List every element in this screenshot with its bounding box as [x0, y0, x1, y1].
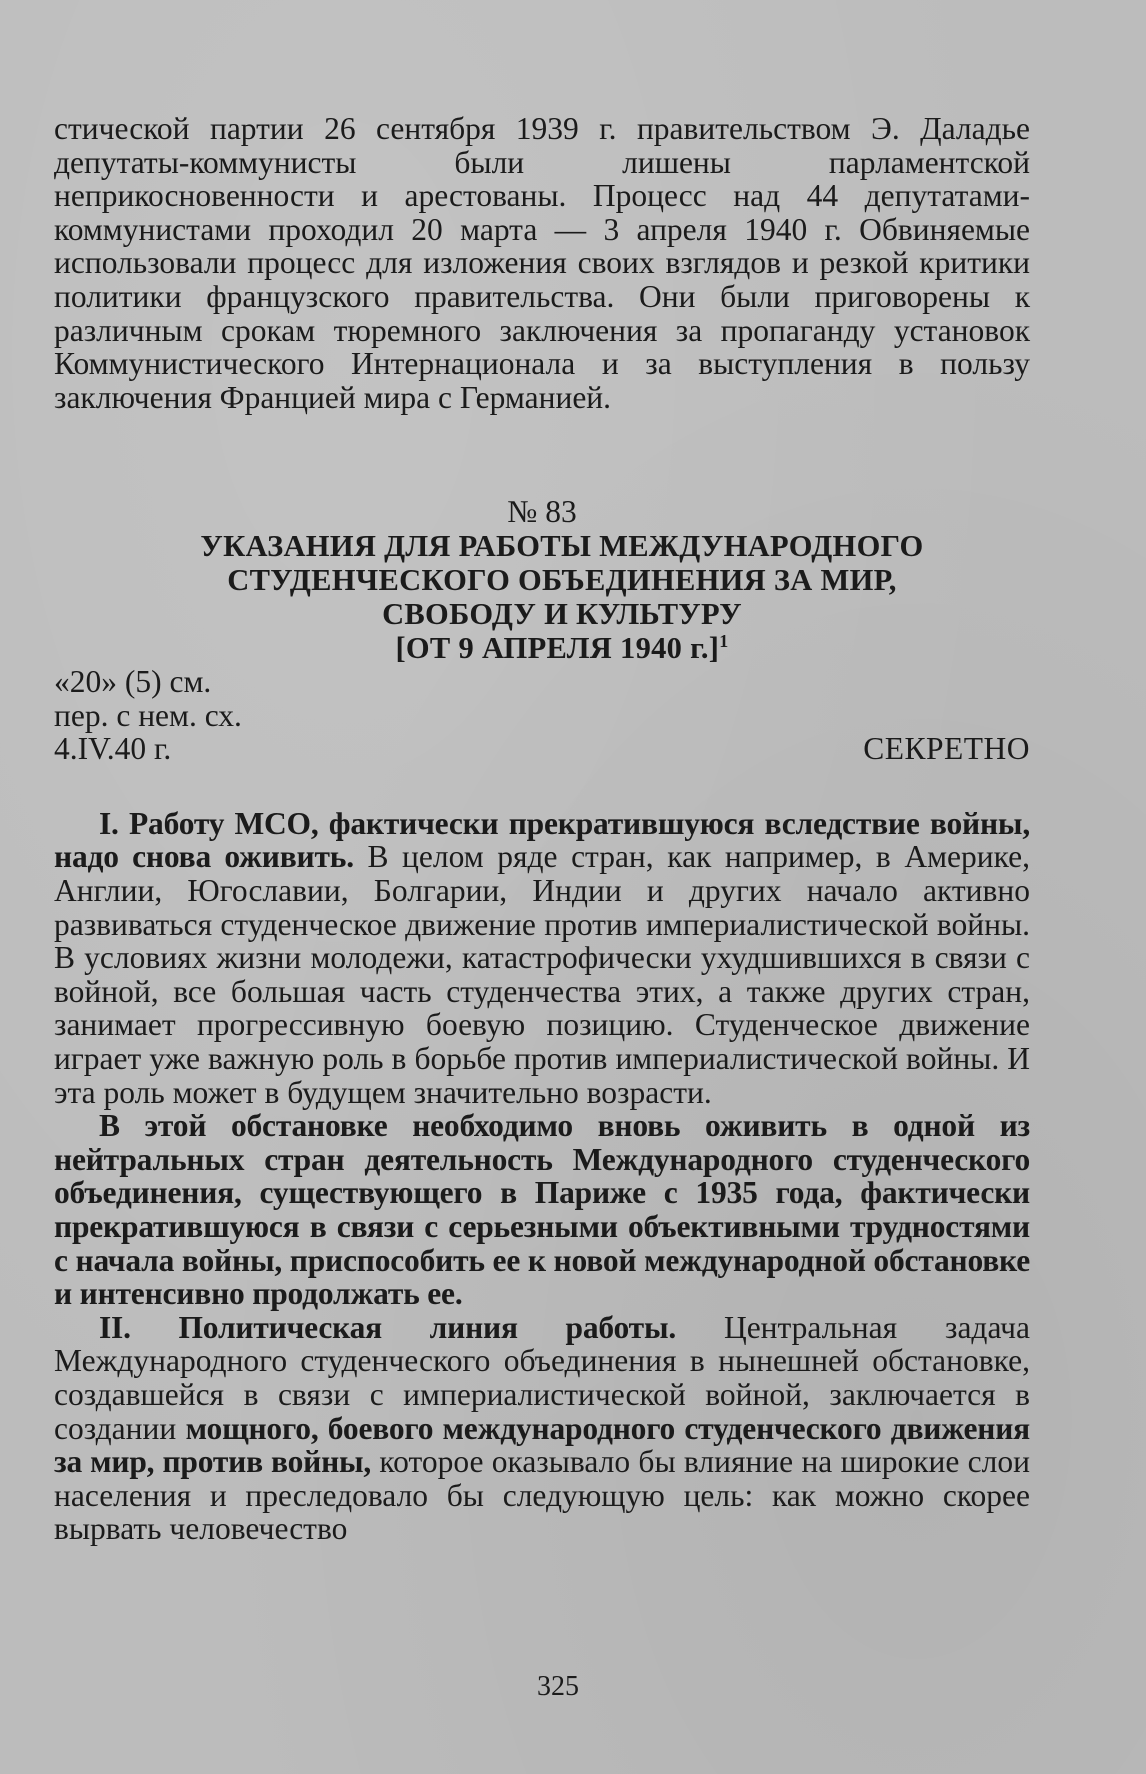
title-line-1: УКАЗАНИЯ ДЛЯ РАБОТЫ МЕЖДУНАРОДНОГО — [200, 529, 924, 564]
section-2-text-before: Центральная задача Международного студенческого объединения в нынешней обстановке, создавшейся в связи с империалистической войной, заключается в создании — [54, 1309, 1031, 1446]
title-line-3: СВОБОДУ И КУЛЬТУРУ — [382, 597, 742, 632]
section-2-bold-middle: мощного, боевого международного студенческого движения за мир, против войны, — [54, 1410, 1031, 1480]
section-1-paragraph — [54, 807, 1030, 1109]
meta-line-1: «20» (5) см. — [54, 664, 212, 700]
footnote-mark: 1 — [719, 631, 729, 652]
title-date: [ОТ 9 АПРЕЛЯ 1940 г.] — [395, 631, 720, 666]
document-meta — [54, 665, 1030, 766]
section-1-bold-paragraph: В этой обстановке необходимо вновь оживить в одной из нейтральных стран деятельность Международного студенческого объединения, существующего в Париже с 1935 года, фактически прекратившуюся в связи с серьезными объективными трудностями с начала войны, приспособить ее к новой международной обстановке и интенсивно продолжать ее. — [54, 1108, 1030, 1312]
meta-line-3: 4.IV.40 г. — [54, 731, 172, 767]
section-2-text-after: которое оказывало бы влияние на широкие слои населения и преследовало бы следующую цель: как можно скорее вырвать человечество — [54, 1444, 1030, 1547]
section-2-paragraph — [54, 1311, 1030, 1546]
meta-line-2: пер. с нем. сх. — [54, 697, 242, 733]
classification-stamp: СЕКРЕТНО — [863, 731, 1030, 767]
document-title — [94, 529, 1030, 665]
page-number: 325 — [537, 1671, 579, 1702]
section-1-lead: I. Работу МСО, фактически прекратившуюся вследствие войны, надо снова оживить. — [54, 805, 1030, 875]
title-line-2: СТУДЕНЧЕСКОГО ОБЪЕДИНЕНИЯ ЗА МИР, — [227, 563, 897, 598]
title-line-4 — [94, 631, 1030, 665]
section-1-text: В целом ряде стран, как например, в Америке, Англии, Югославии, Болгарии, Индии и других начало активно развиваться студенческое движение против империалистической войны. В условиях жизни молодежи, катастрофически ухудшившихся в связи с войной, все большая часть студенчества этих, а также других стран, занимает прогрессивную боевую позицию. Студенческое движение играет уже важную роль в борьбе против империалистической войны. И эта роль может в будущем значительно возрасти. — [54, 839, 1030, 1110]
section-2-lead: II. Политическая линия работы. — [99, 1309, 677, 1345]
document-number: № 83 — [507, 494, 577, 530]
meta-row-3 — [54, 732, 1030, 766]
intro-paragraph: стической партии 26 сентября 1939 г. правительством Э. Даладье депутаты-коммунисты были лишены парламентской неприкосновенности и арестованы. Процесс над 44 депутатами-коммунистами проходил 20 марта — 3 апреля 1940 г. Обвиняемые использовали процесс для изложения своих взглядов и резкой критики политики французского правительства. Они были приговорены к различным срокам тюремного заключения за пропаганду установок Коммунистического Интернационала и за выступления в пользу заключения Францией мира с Германией. — [54, 111, 1030, 415]
